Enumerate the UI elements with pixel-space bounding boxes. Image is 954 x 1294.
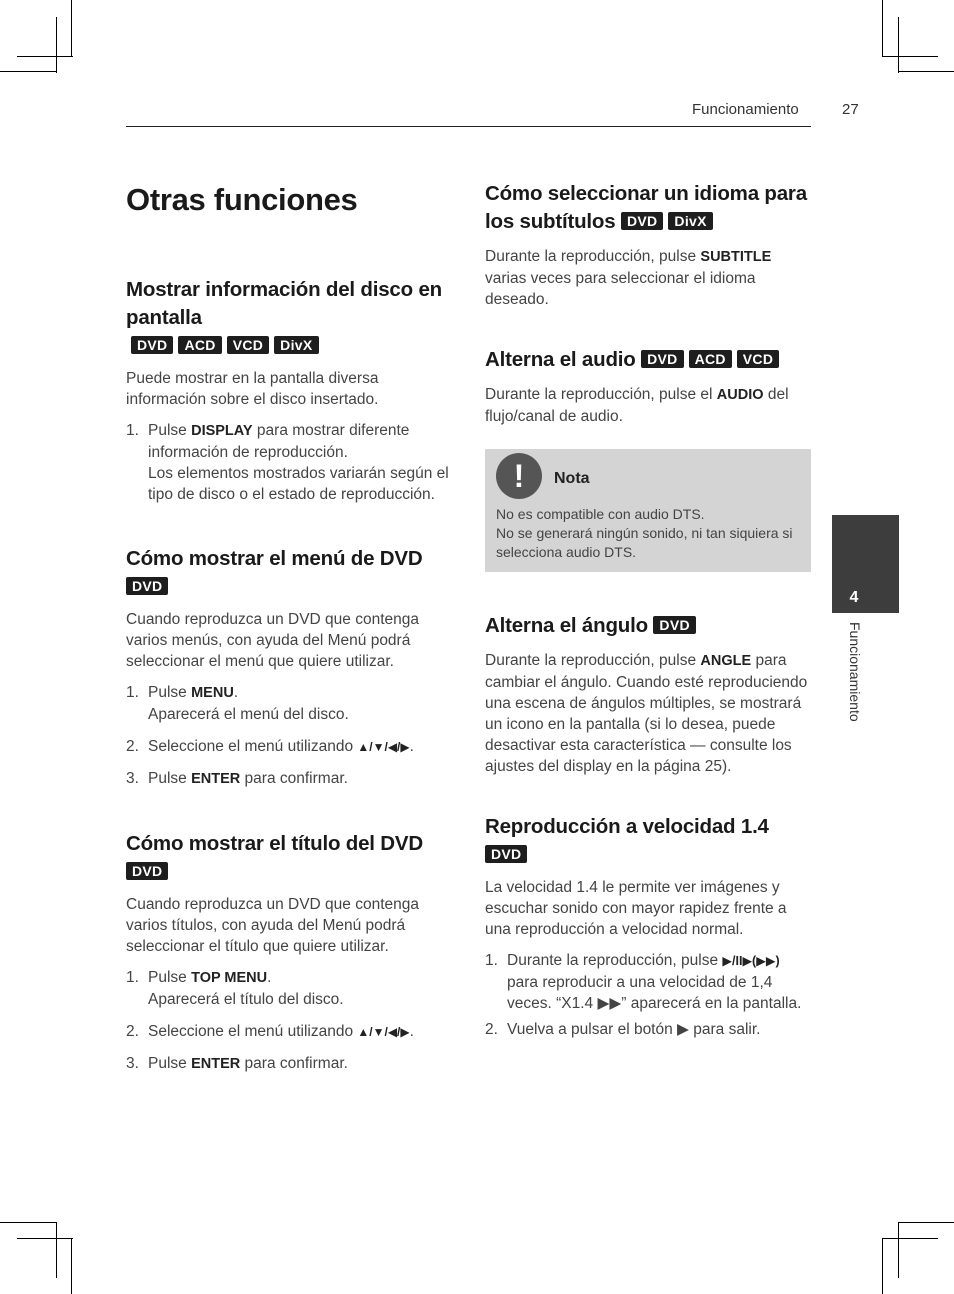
disc-badge: DivX — [274, 336, 318, 354]
button-name: AUDIO — [716, 387, 764, 403]
section-title: Mostrar información del disco en pantalla — [126, 278, 442, 329]
body-text: para cambiar el ángulo. Cuando esté reproduciendo una escena de ángulos múltiples, se mostrará un icono en la pantalla (si lo desea, puede desactivar esta característica — consulte los ajustes del display en la página 25). — [485, 652, 808, 775]
step-text: Pulse — [148, 770, 192, 787]
step-text: Pulse — [148, 684, 192, 701]
crop-mark — [71, 1238, 72, 1294]
crop-mark — [0, 1222, 56, 1223]
disc-badges — [126, 577, 452, 599]
left-column — [126, 180, 452, 1075]
step-text: Pulse — [148, 422, 192, 439]
crop-mark — [898, 1222, 899, 1278]
step-text: Pulse — [148, 969, 192, 986]
step-item — [126, 736, 452, 758]
arrow-buttons: ▲/▼/◀/▶ — [357, 740, 410, 754]
crop-mark — [882, 1238, 883, 1294]
page-number: 27 — [842, 101, 859, 118]
step-text: . — [233, 684, 239, 701]
step-text: . — [267, 969, 272, 986]
step-item — [126, 1053, 452, 1075]
body-text: varias veces para seleccionar el idioma deseado. — [485, 270, 756, 308]
button-name: ENTER — [191, 1056, 241, 1072]
step-number: 3. — [126, 770, 139, 787]
crop-mark — [17, 1238, 73, 1239]
disc-badge: VCD — [227, 336, 269, 354]
step-text: Vuelva a pulsar el botón ▶ para salir. — [507, 1021, 761, 1038]
disc-badge: DVD — [485, 845, 527, 863]
right-column — [485, 180, 811, 1040]
section-disc-info — [126, 276, 452, 505]
step-text: Pulse — [148, 1055, 192, 1072]
step-text: para confirmar. — [240, 1055, 348, 1072]
note-line: No es compatible con audio DTS. — [496, 506, 705, 522]
step-text: Seleccione el menú utilizando — [148, 1023, 358, 1040]
step-number: 2. — [126, 1023, 139, 1040]
note-line: No se generará ningún sonido, ni tan siquiera si selecciona audio DTS. — [496, 525, 793, 560]
step-number: 3. — [126, 1055, 139, 1072]
disc-badges — [126, 862, 452, 884]
section-title — [485, 346, 811, 374]
disc-badges — [485, 845, 811, 867]
disc-badge: DVD — [653, 616, 695, 634]
section-title — [485, 612, 811, 640]
step-text: Durante la reproducción, pulse — [507, 952, 723, 969]
crop-mark — [882, 56, 938, 57]
page-title: Otras funciones — [126, 182, 358, 217]
step-number: 1. — [126, 422, 139, 439]
disc-badge: ACD — [178, 336, 221, 354]
step-note: Los elementos mostrados variarán según el tipo de disco o el estado de reproducción. — [148, 465, 449, 503]
steps-list — [126, 420, 452, 505]
step-item — [126, 768, 452, 790]
disc-badge: DVD — [126, 577, 168, 595]
step-number: 1. — [126, 684, 139, 701]
crop-mark — [0, 71, 56, 72]
step-text: . — [409, 738, 414, 755]
step-item — [126, 1021, 452, 1043]
button-name: MENU — [191, 685, 234, 701]
disc-badge: DVD — [126, 862, 168, 880]
section-title: Cómo mostrar el menú de DVD — [126, 547, 423, 570]
body-text: Durante la reproducción, pulse — [485, 652, 701, 669]
crop-mark — [71, 0, 72, 56]
section-speed — [485, 813, 811, 1040]
crop-mark — [56, 1222, 57, 1278]
section-title: Reproducción a velocidad 1.4 — [485, 815, 769, 838]
section-intro: Cuando reproduzca un DVD que contenga varios títulos, con ayuda del Menú podrá seleccionar el título que quiere utilizar. — [126, 896, 419, 955]
button-name: TOP MENU — [191, 970, 268, 986]
button-name: ENTER — [191, 771, 241, 787]
step-item — [126, 967, 452, 1010]
step-text: . — [409, 1023, 414, 1040]
crop-mark — [882, 1238, 938, 1239]
note-title: Nota — [554, 470, 590, 487]
play-button-name: ▶/II▶(▶▶) — [722, 954, 780, 968]
disc-badge: DivX — [668, 212, 712, 230]
crop-mark — [17, 56, 73, 57]
disc-badge: VCD — [737, 350, 779, 368]
crop-mark — [898, 17, 899, 73]
header-rule — [126, 126, 811, 127]
section-body — [485, 650, 811, 777]
chapter-label: Funcionamiento — [847, 622, 863, 722]
section-title-text: Alterna el ángulo — [485, 614, 648, 637]
disc-badge: DVD — [641, 350, 683, 368]
step-text: para confirmar. — [240, 770, 348, 787]
step-number: 2. — [485, 1021, 498, 1038]
section-intro: Cuando reproduzca un DVD que contenga varios menús, con ayuda del Menú podrá seleccionar el menú que quiere utilizar. — [126, 611, 419, 670]
section-title: Cómo mostrar el título del DVD — [126, 832, 423, 855]
section-audio — [485, 346, 811, 427]
step-item — [485, 1019, 811, 1040]
disc-badge: DVD — [131, 336, 173, 354]
step-note: Aparecerá el menú del disco. — [148, 706, 349, 723]
chapter-number: 4 — [849, 589, 859, 606]
crop-mark — [898, 1222, 954, 1223]
section-subtitle — [485, 180, 811, 310]
note-header — [496, 459, 800, 499]
step-text: Seleccione el menú utilizando — [148, 738, 358, 755]
section-intro: La velocidad 1.4 le permite ver imágenes y escuchar sonido con mayor rapidez frente a una reproducción a velocidad normal. — [485, 879, 787, 938]
steps-list — [126, 682, 452, 790]
steps-list — [485, 950, 811, 1040]
section-dvd-menu — [126, 545, 452, 790]
disc-badge: DVD — [621, 212, 663, 230]
crop-mark — [882, 0, 883, 56]
body-text: Durante la reproducción, pulse el — [485, 386, 717, 403]
steps-list — [126, 967, 452, 1075]
section-title — [485, 180, 811, 236]
note-box — [485, 449, 811, 572]
exclamation-icon: ! — [496, 453, 542, 499]
step-text: para mostrar diferente información de reproducción. — [148, 422, 410, 461]
section-title-text: Alterna el audio — [485, 348, 636, 371]
button-name: ANGLE — [700, 653, 752, 669]
section-dvd-title — [126, 830, 452, 1075]
section-title-text: Cómo seleccionar un idioma para los subtítulos — [485, 182, 807, 233]
button-name: SUBTITLE — [700, 249, 772, 265]
step-number: 2. — [126, 738, 139, 755]
running-header-section: Funcionamiento — [692, 101, 799, 118]
step-item — [126, 682, 452, 725]
step-item — [126, 420, 452, 505]
step-number: 1. — [485, 952, 498, 969]
body-text: Durante la reproducción, pulse — [485, 248, 701, 265]
note-text — [496, 505, 800, 562]
section-body — [485, 384, 811, 427]
section-body — [485, 246, 811, 310]
step-number: 1. — [126, 969, 139, 986]
step-note: Aparecerá el título del disco. — [148, 991, 344, 1008]
section-intro: Puede mostrar en la pantalla diversa información sobre el disco insertado. — [126, 370, 379, 408]
arrow-buttons: ▲/▼/◀/▶ — [357, 1025, 410, 1039]
button-name: DISPLAY — [191, 423, 253, 439]
section-angle — [485, 612, 811, 777]
disc-badge: ACD — [689, 350, 732, 368]
crop-mark — [898, 71, 954, 72]
crop-mark — [56, 17, 57, 73]
step-item — [485, 950, 811, 1014]
disc-badges — [131, 336, 452, 358]
step-text: para reproducir a una velocidad de 1,4 veces. “X1.4 ▶▶” aparecerá en la pantalla. — [507, 974, 802, 1012]
body-text: del flujo/canal de audio. — [485, 386, 789, 425]
